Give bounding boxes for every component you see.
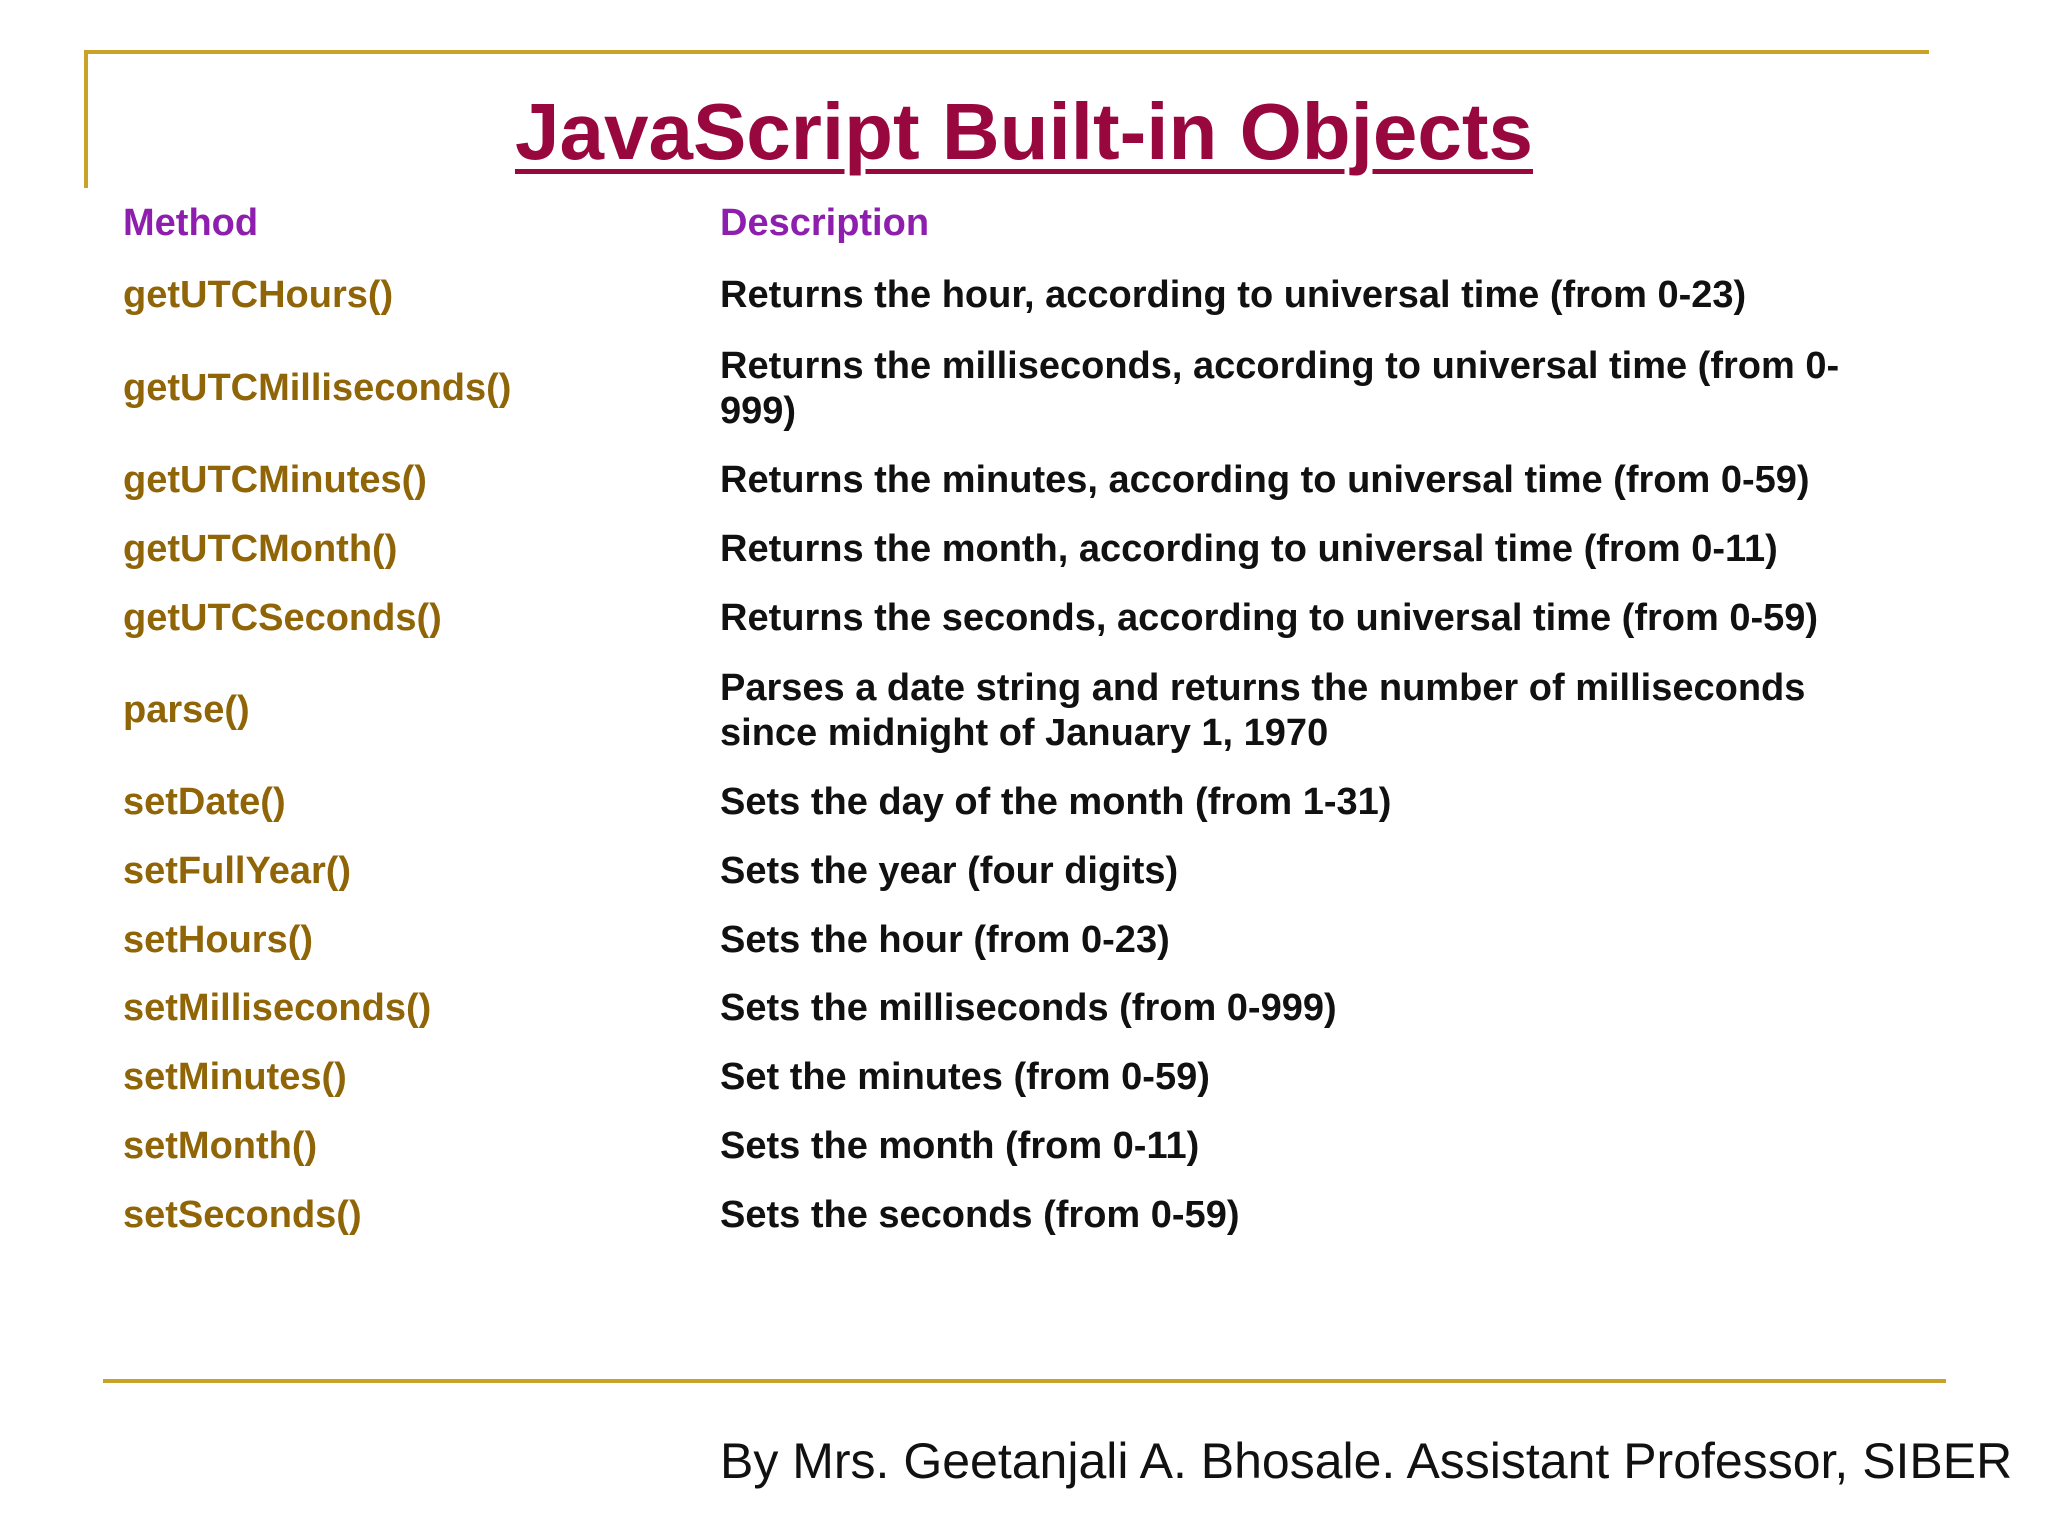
method-name: setDate() [123,781,286,823]
method-description-line: Parses a date string and returns the number of milliseconds [720,667,1806,709]
method-description-line: 999) [720,390,797,432]
method-description: Sets the seconds (from 0-59) [720,1194,1240,1236]
top-divider [84,50,1929,54]
method-description: Returns the month, according to universal time (from 0-11) [720,528,1778,570]
method-name: getUTCHours() [123,274,394,316]
method-description: Sets the hour (from 0-23) [720,919,1170,961]
method-description: Sets the year (four digits) [720,850,1179,892]
method-description-line: since midnight of January 1, 1970 [720,712,1329,754]
method-column-header: Method [123,202,259,244]
method-name: setSeconds() [123,1194,362,1236]
method-name: setMonth() [123,1125,318,1167]
method-description: Returns the minutes, according to universal time (from 0-59) [720,459,1810,501]
method-name: getUTCMinutes() [123,459,427,501]
method-description: Sets the milliseconds (from 0-999) [720,987,1337,1029]
method-description [720,666,1920,756]
method-name: parse() [123,689,250,731]
method-description: Sets the month (from 0-11) [720,1125,1200,1167]
description-column-header: Description [720,202,930,244]
method-description-line: Returns the milliseconds, according to universal time (from 0- [720,345,1840,387]
method-description: Set the minutes (from 0-59) [720,1056,1210,1098]
method-description: Returns the hour, according to universal time (from 0-23) [720,274,1747,316]
table-header [0,202,2048,252]
method-name: setFullYear() [123,850,352,892]
method-name: setMilliseconds() [123,987,432,1029]
method-name: getUTCMilliseconds() [123,367,512,409]
slide-title: JavaScript Built-in Objects [514,87,1534,176]
method-name: getUTCMonth() [123,528,398,570]
bottom-divider [103,1379,1946,1383]
method-description [720,344,1920,434]
method-description: Sets the day of the month (from 1-31) [720,781,1392,823]
method-name: setHours() [123,919,314,961]
method-name: setMinutes() [123,1056,347,1098]
footer-credit: By Mrs. Geetanjali A. Bhosale. Assistant Professor, SIBER [720,1433,2013,1489]
method-name: getUTCSeconds() [123,597,442,639]
method-description: Returns the seconds, according to universal time (from 0-59) [720,597,1819,639]
